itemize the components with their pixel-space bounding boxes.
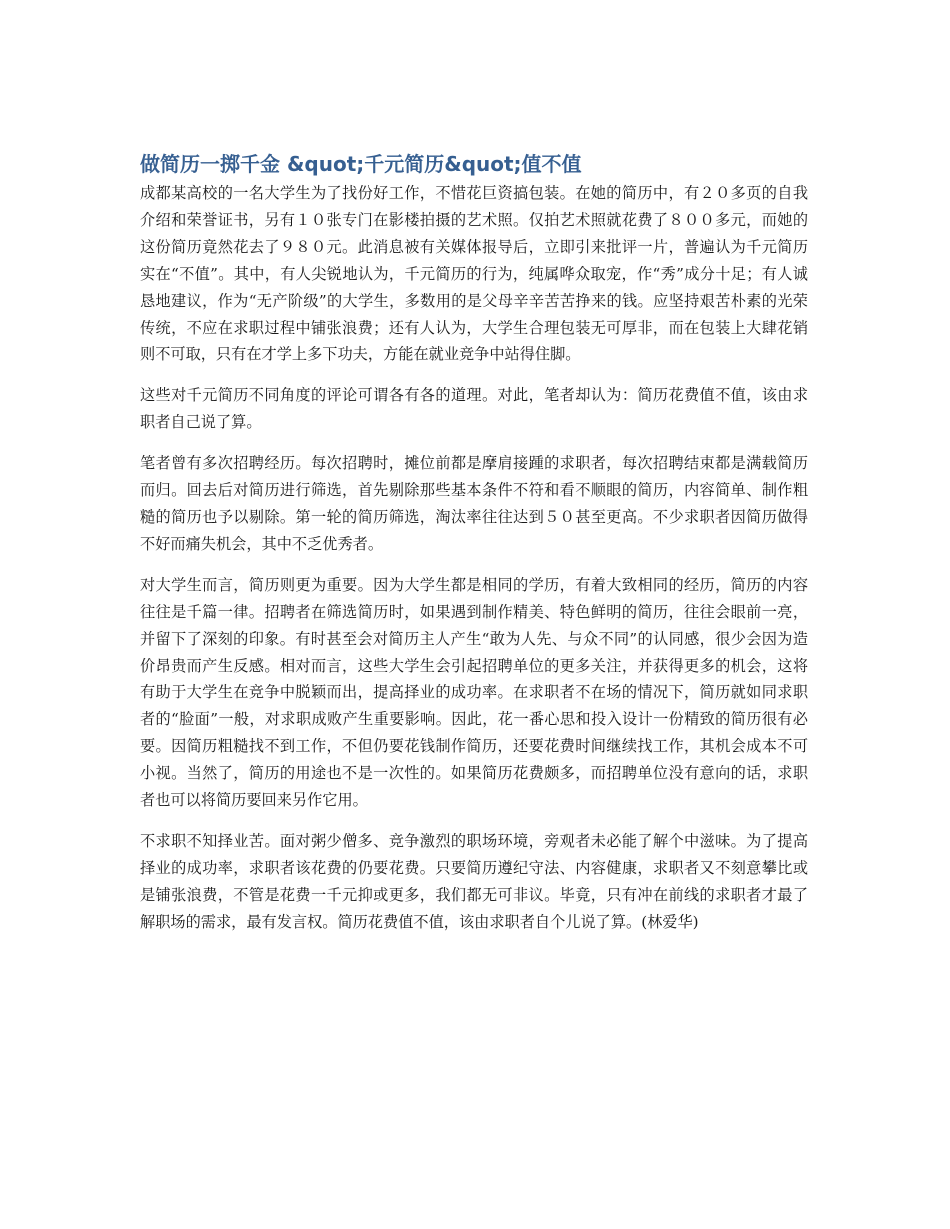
document-page [140, 150, 808, 950]
paragraph-1: 成都某高校的一名大学生为了找份好工作，不惜花巨资搞包装。在她的简历中，有２０多页的自我介绍和荣誉证书，另有１０张专门在影楼拍摄的艺术照。仅拍艺术照就花费了８００多元，而她的这份简历竟然花去了９８０元。此消息被有关媒体报导后，立即引来批评一片，普遍认为千元简历实在“不值”。其中，有人尖锐地认为，千元简历的行为，纯属哗众取宠，作“秀”成分十足；有人诚恳地建议，作为“无产阶级”的大学生，多数用的是父母辛辛苦苦挣来的钱。应坚持艰苦朴素的光荣传统，不应在求职过程中铺张浪费；还有人认为，大学生合理包装无可厚非，而在包装上大肆花销则不可取，只有在才学上多下功夫，方能在就业竞争中站得住脚。 [140, 184, 808, 364]
paragraph-4: 对大学生而言，简历则更为重要。因为大学生都是相同的学历，有着大致相同的经历，简历的内容往往是千篇一律。招聘者在筛选简历时，如果遇到制作精美、特色鲜明的简历，往往会眼前一亮，并留下了深刻的印象。有时甚至会对简历主人产生“敢为人先、与众不同”的认同感，很少会因为造价昂贵而产生反感。相对而言，这些大学生会引起招聘单位的更多关注，并获得更多的机会，这将有助于大学生在竞争中脱颖而出，提高择业的成功率。在求职者不在场的情况下，简历就如同求职者的“脸面”一般，对求职成败产生重要影响。因此，花一番心思和投入设计一份精致的简历很有必要。因简历粗糙找不到工作，不但仍要花钱制作简历，还要花费时间继续找工作，其机会成本不可小视。当然了，简历的用途也不是一次性的。如果简历花费颇多，而招聘单位没有意向的话，求职者也可以将简历要回来另作它用。 [140, 575, 808, 810]
paragraph-2: 这些对千元简历不同角度的评论可谓各有各的道理。对此，笔者却认为：简历花费值不值，该由求职者自己说了算。 [140, 386, 808, 432]
article-title: 做简历一掷千金 &quot;千元简历&quot;值不值 [140, 152, 582, 176]
paragraph-5: 不求职不知择业苦。面对粥少僧多、竞争激烈的职场环境，旁观者未必能了解个中滋味。为了提高择业的成功率，求职者该花费的仍要花费。只要简历遵纪守法、内容健康，求职者又不刻意攀比或是铺张浪费，不管是花费一千元抑或更多，我们都无可非议。毕竟，只有冲在前线的求职者才最了解职场的需求，最有发言权。简历花费值不值，该由求职者自个儿说了算。(林爱华) [140, 831, 808, 931]
paragraph-3: 笔者曾有多次招聘经历。每次招聘时，摊位前都是摩肩接踵的求职者，每次招聘结束都是满载简历而归。回去后对简历进行筛选，首先剔除那些基本条件不符和看不顺眼的简历，内容简单、制作粗糙的简历也予以剔除。第一轮的简历筛选，淘汰率往往达到５０甚至更高。不少求职者因简历做得不好而痛失机会，其中不乏优秀者。 [140, 454, 808, 553]
